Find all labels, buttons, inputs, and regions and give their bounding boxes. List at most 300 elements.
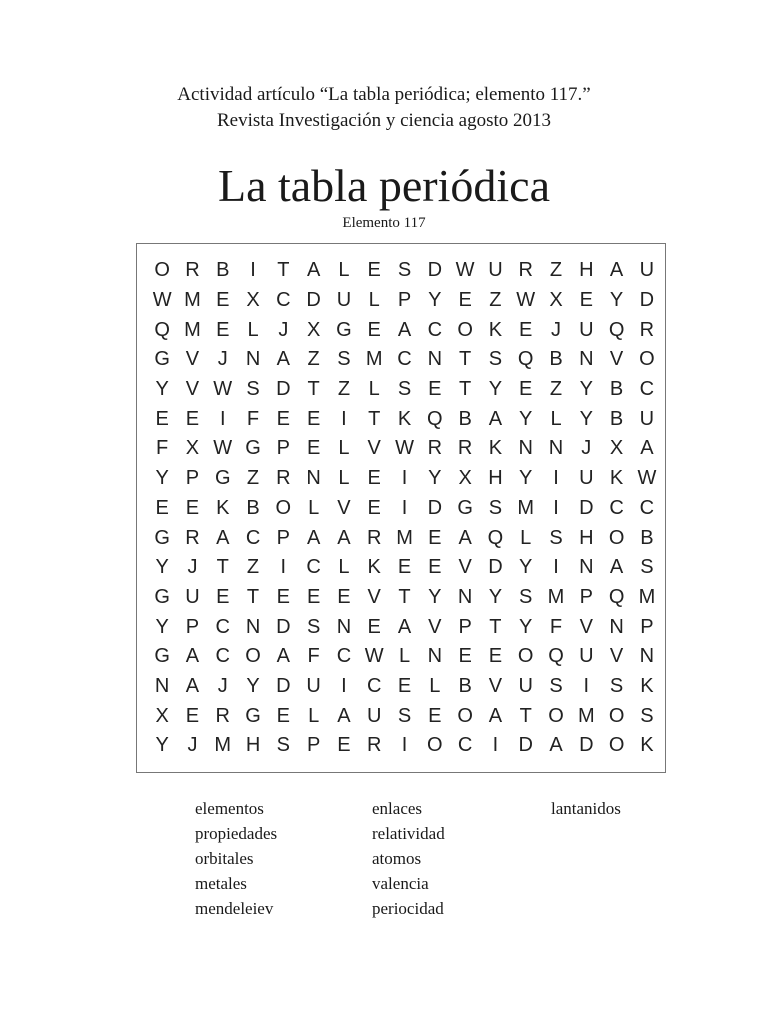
grid-letter: E (367, 318, 381, 341)
grid-letter: D (276, 378, 291, 401)
grid-letter: S (640, 556, 654, 579)
grid-letter: Y (155, 734, 169, 757)
grid-letter: E (428, 556, 442, 579)
grid-letter: W (516, 289, 536, 312)
grid-letter: K (640, 734, 654, 757)
grid-letter: V (185, 378, 200, 401)
grid-letter: Q (154, 318, 170, 341)
grid-letter: D (276, 674, 291, 697)
grid-letter: C (609, 496, 624, 519)
grid-letter: K (397, 407, 412, 430)
grid-letter: G (154, 645, 170, 668)
grid-letter: N (427, 645, 443, 668)
grid-letter: O (457, 318, 473, 341)
grid-letter: O (154, 259, 170, 282)
grid-letter: Y (519, 556, 533, 579)
grid-letter: E (397, 674, 412, 697)
grid-letter: L (247, 318, 259, 341)
grid-letter: R (457, 437, 473, 460)
grid-letter: Y (519, 467, 533, 490)
page-subtitle: Elemento 117 (342, 215, 426, 231)
grid-letter: N (579, 556, 594, 579)
grid-letter: Y (519, 615, 533, 638)
grid-letter: U (579, 645, 594, 668)
grid-letter: U (579, 467, 594, 490)
word-item: propiedades (195, 824, 278, 843)
grid-letter: E (519, 378, 533, 401)
grid-letter: R (367, 734, 382, 757)
grid-letter: E (185, 496, 200, 519)
grid-letter: S (640, 704, 654, 727)
grid-letter: E (519, 318, 533, 341)
grid-letter: D (427, 259, 443, 282)
grid-letter: L (338, 437, 350, 460)
grid-letter: A (549, 734, 563, 757)
grid-letter: G (154, 526, 170, 549)
grid-letter: D (488, 556, 503, 579)
grid-letter: Y (488, 585, 503, 608)
grid-letter: B (458, 407, 472, 430)
grid-letter: S (337, 348, 351, 371)
grid-letter: V (609, 348, 624, 371)
grid-letter: Z (246, 467, 260, 490)
grid-letter: E (216, 318, 230, 341)
grid-letter: E (306, 585, 321, 608)
word-item: atomos (372, 849, 422, 868)
grid-letter: M (365, 348, 383, 371)
grid-letter: T (246, 585, 260, 608)
grid-letter: O (245, 645, 261, 668)
grid-letter: L (308, 496, 320, 519)
letter-grid (147, 256, 657, 761)
grid-letter: L (338, 556, 350, 579)
grid-letter: Y (428, 585, 442, 608)
grid-letter: E (276, 407, 290, 430)
grid-letter: C (306, 556, 321, 579)
grid-letter: V (458, 556, 472, 579)
grid-letter: S (609, 674, 624, 697)
grid-letter: E (367, 467, 381, 490)
grid-letter: D (639, 289, 655, 312)
grid-letter: V (367, 437, 381, 460)
grid-letter: I (553, 556, 559, 579)
grid-letter: C (427, 318, 443, 341)
grid-letter: B (609, 378, 624, 401)
grid-letter: K (367, 556, 381, 579)
grid-letter: Y (519, 407, 533, 430)
grid-letter: A (185, 674, 200, 697)
grid-letter: C (276, 289, 291, 312)
grid-letter: E (428, 378, 442, 401)
grid-letter: K (488, 318, 503, 341)
grid-letter: Q (517, 348, 534, 371)
grid-letter: D (579, 734, 594, 757)
grid-letter: E (458, 289, 472, 312)
word-item: valencia (372, 874, 429, 893)
grid-letter: Y (609, 289, 624, 312)
grid-letter: U (639, 259, 655, 282)
grid-letter: A (216, 526, 230, 549)
grid-letter: S (488, 348, 503, 371)
grid-letter: R (367, 526, 382, 549)
grid-letter: W (152, 289, 172, 312)
grid-letter: C (215, 645, 230, 668)
grid-letter: U (306, 674, 321, 697)
grid-letter: N (336, 615, 352, 638)
grid-letter: I (219, 407, 226, 430)
word-item: elementos (195, 799, 264, 818)
grid-letter: V (579, 615, 593, 638)
grid-letter: O (548, 704, 564, 727)
grid-letter: A (397, 615, 412, 638)
grid-letter: W (364, 645, 384, 668)
grid-letter: T (489, 615, 502, 638)
grid-letter: T (277, 259, 290, 282)
grid-letter: A (185, 645, 200, 668)
grid-letter: Y (579, 378, 593, 401)
grid-letter: E (428, 526, 442, 549)
grid-letter: E (306, 437, 321, 460)
grid-letter: T (368, 407, 381, 430)
grid-letter: O (608, 734, 625, 757)
grid-letter: W (455, 259, 475, 282)
grid-letter: O (457, 704, 473, 727)
grid-letter: I (401, 734, 408, 757)
grid-letter: M (577, 704, 595, 727)
grid-letter: N (306, 467, 321, 490)
grid-letter: O (427, 734, 443, 757)
header-line-1: Actividad artículo “La tabla periódica; elemento 117.” (177, 84, 591, 105)
grid-letter: U (185, 585, 200, 608)
grid-letter: M (184, 318, 201, 341)
grid-letter: Y (155, 615, 169, 638)
grid-letter: F (549, 615, 563, 638)
grid-letter: C (639, 496, 655, 519)
grid-letter: N (639, 645, 655, 668)
grid-letter: A (276, 348, 290, 371)
grid-letter: J (187, 734, 198, 757)
grid-letter: I (583, 674, 590, 697)
grid-letter: A (276, 645, 290, 668)
grid-letter: E (579, 289, 593, 312)
grid-letter: K (488, 437, 503, 460)
grid-letter: F (307, 645, 320, 668)
grid-letter: W (213, 378, 233, 401)
grid-letter: X (549, 289, 563, 312)
grid-letter: Z (549, 378, 563, 401)
grid-letter: G (154, 585, 170, 608)
grid-letter: I (553, 496, 559, 519)
grid-letter: N (548, 437, 564, 460)
grid-letter: A (640, 437, 654, 460)
grid-letter: E (488, 645, 503, 668)
grid-letter: E (155, 407, 169, 430)
grid-letter: U (367, 704, 382, 727)
grid-letter: E (216, 585, 230, 608)
grid-letter: D (276, 615, 291, 638)
word-item: relatividad (372, 824, 445, 843)
grid-letter: Q (487, 526, 504, 549)
grid-letter: A (488, 407, 503, 430)
grid-letter: U (518, 674, 533, 697)
grid-letter: X (155, 704, 169, 727)
grid-letter: Y (428, 289, 442, 312)
word-list-column-3 (551, 796, 621, 821)
word-item: mendeleiev (195, 899, 274, 918)
grid-letter: T (216, 556, 229, 579)
grid-letter: D (579, 496, 594, 519)
grid-letter: N (579, 348, 594, 371)
grid-letter: F (246, 407, 260, 430)
grid-letter: H (579, 526, 594, 549)
grid-letter: D (427, 496, 443, 519)
word-search-puzzle (136, 243, 666, 773)
grid-letter: P (276, 437, 290, 460)
grid-letter: N (518, 437, 533, 460)
grid-letter: V (609, 645, 624, 668)
grid-letter: A (488, 704, 503, 727)
grid-letter: Y (155, 467, 169, 490)
grid-letter: J (217, 674, 228, 697)
grid-letter: Z (489, 289, 502, 312)
grid-letter: E (428, 704, 442, 727)
grid-letter: C (457, 734, 473, 757)
grid-letter: A (337, 526, 351, 549)
word-list (0, 796, 768, 936)
grid-letter: E (367, 259, 381, 282)
grid-letter: R (427, 437, 443, 460)
grid-letter: E (397, 556, 412, 579)
grid-letter: S (549, 526, 563, 549)
grid-letter: B (549, 348, 563, 371)
grid-letter: M (214, 734, 232, 757)
grid-letter: X (458, 467, 472, 490)
grid-letter: S (549, 674, 563, 697)
grid-letter: T (398, 585, 411, 608)
grid-letter: Z (549, 259, 563, 282)
grid-letter: Q (427, 407, 443, 430)
grid-letter: E (458, 645, 472, 668)
grid-letter: K (609, 467, 624, 490)
grid-letter: L (550, 407, 562, 430)
page-title: La tabla periódica (217, 160, 551, 211)
word-item: orbitales (195, 849, 254, 868)
grid-letter: P (276, 526, 290, 549)
grid-letter: W (637, 467, 657, 490)
grid-letter: T (519, 704, 532, 727)
grid-letter: E (306, 407, 321, 430)
grid-letter: L (338, 467, 350, 490)
grid-letter: G (457, 496, 473, 519)
grid-letter: N (245, 615, 261, 638)
grid-letter: L (368, 378, 380, 401)
grid-letter: C (367, 674, 382, 697)
grid-letter: J (581, 437, 592, 460)
grid-letter: N (245, 348, 261, 371)
grid-letter: Z (337, 378, 351, 401)
grid-letter: O (608, 704, 625, 727)
grid-letter: T (459, 378, 472, 401)
grid-letter: G (336, 318, 352, 341)
grid-letter: P (579, 585, 593, 608)
grid-letter: M (547, 585, 565, 608)
word-item: periocidad (372, 899, 444, 918)
activity-header (0, 82, 768, 134)
grid-letter: B (458, 674, 472, 697)
grid-letter: S (276, 734, 290, 757)
grid-letter: K (216, 496, 230, 519)
grid-letter: Q (608, 318, 625, 341)
grid-letter: I (492, 734, 499, 757)
grid-letter: S (519, 585, 533, 608)
header-line-2: Revista Investigación y ciencia agosto 2013 (217, 110, 551, 131)
grid-letter: A (458, 526, 472, 549)
grid-letter: D (518, 734, 533, 757)
grid-letter: B (246, 496, 260, 519)
grid-letter: B (216, 259, 230, 282)
grid-letter: S (488, 496, 503, 519)
grid-letter: N (154, 674, 170, 697)
grid-letter: S (397, 704, 412, 727)
grid-letter: H (245, 734, 261, 757)
grid-letter: V (367, 585, 381, 608)
grid-letter: F (156, 437, 169, 460)
grid-letter: X (246, 289, 260, 312)
grid-letter: W (213, 437, 233, 460)
grid-letter: T (459, 348, 472, 371)
grid-letter: R (518, 259, 533, 282)
grid-letter: R (215, 704, 230, 727)
grid-letter: E (367, 615, 381, 638)
grid-letter: L (520, 526, 532, 549)
grid-letter: P (397, 289, 412, 312)
grid-letter: L (308, 704, 320, 727)
grid-letter: S (397, 378, 412, 401)
grid-letter: U (579, 318, 594, 341)
grid-letter: P (185, 467, 200, 490)
grid-letter: R (185, 526, 200, 549)
grid-letter: H (488, 467, 503, 490)
word-item: metales (195, 874, 247, 893)
grid-letter: A (397, 318, 412, 341)
grid-letter: A (306, 259, 321, 282)
grid-letter: M (638, 585, 656, 608)
grid-letter: Q (608, 585, 625, 608)
grid-letter: R (639, 318, 655, 341)
grid-letter: Y (579, 407, 593, 430)
grid-letter: Z (246, 556, 260, 579)
grid-letter: Z (307, 348, 320, 371)
grid-letter: Y (246, 674, 260, 697)
grid-letter: A (609, 556, 624, 579)
grid-letter: P (306, 734, 321, 757)
grid-letter: C (215, 615, 230, 638)
grid-letter: O (517, 645, 534, 668)
grid-letter: J (217, 348, 228, 371)
grid-letter: U (336, 289, 352, 312)
grid-letter: I (401, 496, 408, 519)
grid-letter: Y (155, 378, 169, 401)
grid-letter: I (553, 467, 559, 490)
grid-letter: Y (488, 378, 503, 401)
grid-letter: P (640, 615, 654, 638)
grid-letter: A (609, 259, 624, 282)
grid-letter: G (154, 348, 170, 371)
grid-letter: O (608, 526, 625, 549)
grid-letter: S (306, 615, 321, 638)
grid-letter: O (275, 496, 292, 519)
grid-letter: G (245, 437, 261, 460)
grid-letter: E (185, 407, 200, 430)
grid-letter: I (250, 259, 256, 282)
grid-letter: Y (155, 556, 169, 579)
grid-letter: A (306, 526, 321, 549)
grid-letter: I (341, 674, 347, 697)
grid-letter: N (609, 615, 624, 638)
grid-letter: C (245, 526, 261, 549)
grid-letter: B (640, 526, 654, 549)
grid-letter: X (609, 437, 624, 460)
grid-letter: W (395, 437, 414, 460)
grid-letter: G (245, 704, 261, 727)
grid-letter: J (187, 556, 198, 579)
grid-letter: E (367, 496, 381, 519)
grid-letter: M (184, 289, 201, 312)
grid-letter: J (278, 318, 289, 341)
grid-letter: C (397, 348, 412, 371)
grid-letter: R (185, 259, 200, 282)
grid-letter: V (428, 615, 442, 638)
grid-letter: N (457, 585, 473, 608)
grid-letter: E (155, 496, 169, 519)
grid-letter: M (396, 526, 413, 549)
grid-letter: L (429, 674, 441, 697)
grid-letter: E (185, 704, 200, 727)
grid-letter: B (609, 407, 624, 430)
grid-letter: E (276, 704, 290, 727)
grid-letter: X (185, 437, 200, 460)
word-item: enlaces (372, 799, 423, 818)
grid-letter: A (337, 704, 351, 727)
grid-letter: N (427, 348, 443, 371)
grid-letter: O (639, 348, 655, 371)
grid-letter: C (336, 645, 352, 668)
word-list-column-2 (372, 796, 445, 921)
grid-letter: G (214, 467, 231, 490)
grid-letter: H (579, 259, 594, 282)
grid-letter: I (401, 467, 408, 490)
grid-letter: L (338, 259, 350, 282)
grid-letter: E (276, 585, 290, 608)
grid-letter: V (488, 674, 503, 697)
grid-letter: E (337, 585, 351, 608)
grid-letter: I (280, 556, 287, 579)
grid-letter: E (337, 734, 351, 757)
grid-letter: S (246, 378, 260, 401)
grid-letter: L (368, 289, 380, 312)
grid-letter: T (307, 378, 320, 401)
grid-letter: D (306, 289, 321, 312)
grid-letter: V (337, 496, 351, 519)
grid-letter: P (185, 615, 200, 638)
grid-letter: Y (428, 467, 442, 490)
grid-letter: U (488, 259, 503, 282)
word-list-column-1 (195, 796, 277, 921)
grid-letter: S (397, 259, 412, 282)
grid-letter: J (551, 318, 561, 341)
grid-letter: X (306, 318, 321, 341)
grid-letter: M (517, 496, 535, 519)
